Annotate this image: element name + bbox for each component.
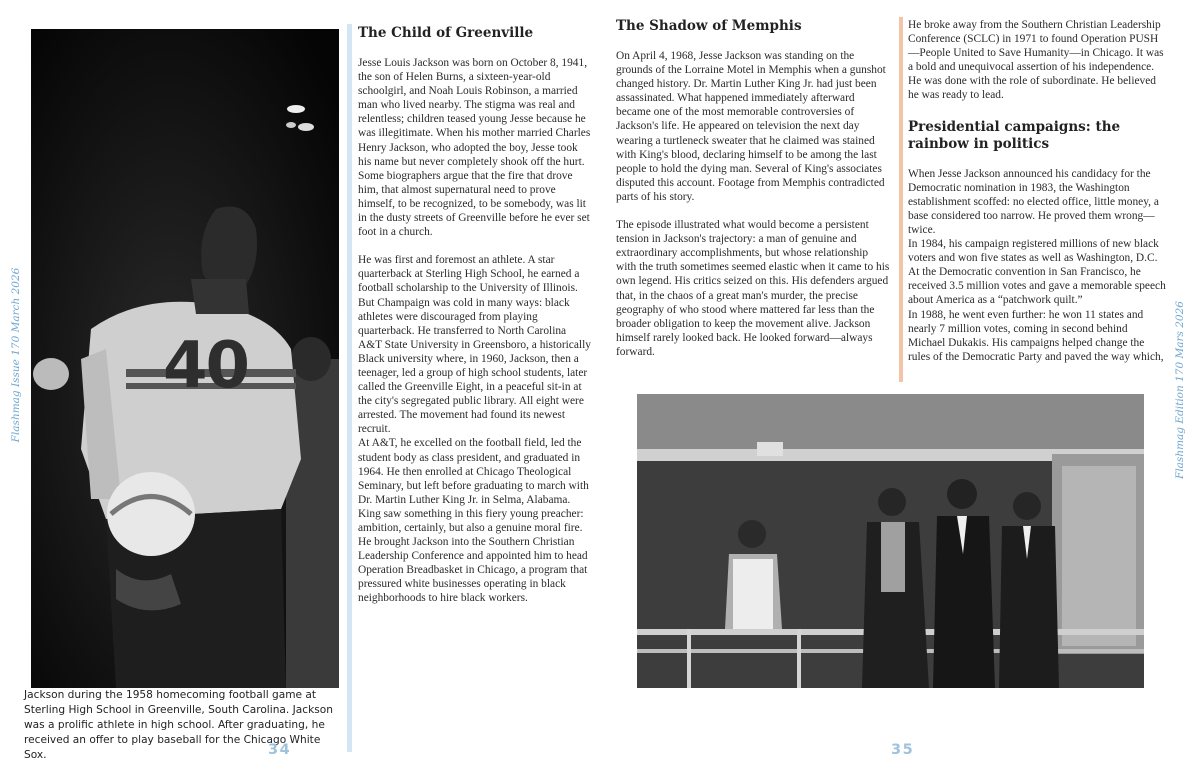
- right-column-rule: [899, 17, 903, 382]
- paragraph: When Jesse Jackson announced his candidacy for the Democratic nomination in 1983, the Washington establishment scoffed: no elected office, little money, a base considered too narrow. He proved them wrong—twice.: [908, 167, 1159, 236]
- section-title-memphis: The Shadow of Memphis: [616, 18, 802, 34]
- paragraph: The episode illustrated what would become a persistent tension in Jackson's trajectory: a man of genuine and extraordinary accomplishments, but whose relationship with the truth sometimes seemed elastic when it came to his own legend. His critics seized on this. His defenders argued that, in the chaos of a great man's murder, the precise geography of who stood where mattered far less than the broader obligation to keep the movement alive. Jackson himself rarely looked back. He looked forward—always forward.: [616, 219, 890, 358]
- balcony-photo: [637, 394, 1144, 688]
- section-title-greenville: The Child of Greenville: [358, 25, 534, 41]
- left-side-label: Flashmag Issue 170 March 2026: [10, 267, 22, 443]
- paragraph: On April 4, 1968, Jesse Jackson was standing on the grounds of the Lorraine Motel in Memphis when a gunshot changed history. Dr. Martin Luther King Jr. had just been assassinated. What happened immediately afterward became one of the most memorable controversies of Jackson's life. He appeared on television the next day wearing a turtleneck sweater that he claimed was stained with King's blood, declaring himself to be among the last people to hold the dying man. Several of King's associates disputed this account. Footage from Memphis contradicted parts of his story.: [616, 50, 886, 203]
- page-number-left: 34: [268, 742, 292, 758]
- memphis-section: [616, 18, 890, 359]
- page-number-right: 35: [891, 742, 915, 758]
- left-column-rule: [347, 24, 352, 752]
- football-player-photo: [31, 29, 339, 688]
- section-title-campaigns: Presidential campaigns: the rainbow in politics: [908, 118, 1121, 152]
- paragraph: In 1984, his campaign registered millions of new black voters and won five states as well as Washington, D.C. At the Democratic convention in San Francisco, he received 3.5 million votes and gave a memorable speech about America as a “patchwork quilt.”: [908, 238, 1166, 307]
- right-side-label: Flashmag Edition 170 Mars 2026: [1174, 301, 1186, 479]
- jersey-number: 40: [163, 329, 249, 403]
- paragraph: He was first and foremost an athlete. A star quarterback at Sterling High School, he earned a football scholarship to the University of Illinois. But Champaign was cold in many ways: black athletes were discouraged from playing quarterback. He transferred to North Carolina A&T State University in Greensboro, a historically Black university where, in 1960, Jackson, then a teenager, led a group of high school students, later called the Greenville Eight, in a peaceful sit-in at the city's segregated public library. All eight were arrested. The movement had found its newest recruit.: [358, 254, 591, 436]
- continuation-paragraph: He broke away from the Southern Christian Leadership Conference (SCLC) in 1971 to found Operation PUSH—People United to Save Humanity—in Chicago. It was a bold and unequivocal assertion of his independence. He was done with the role of subordinate. He believed he was ready to lead.: [908, 19, 1164, 102]
- paragraph: At A&T, he excelled on the football field, led the student body as class president, and graduated in 1964. He then enrolled at Chicago Theological Seminary, but left before graduating to march with Dr. Martin Luther King Jr. in Selma, Alabama. King saw something in this fiery young preacher: ambition, certainly, but also a genuine moral fire. He brought Jackson into the Southern Christian Leadership Conference and appointed him to head Operation Breadbasket in Chicago, a program that pressured white businesses operating in black neighborhoods to hire black workers.: [358, 437, 589, 605]
- paragraph: Jesse Louis Jackson was born on October 8, 1941, the son of Helen Burns, a sixteen-year-old schoolgirl, and Noah Louis Robinson, a married man who lived nearby. The stigma was real and relentless; children teased young Jesse because he was illegitimate. When his mother married Charles Henry Jackson, who adopted the boy, Jesse took his name but never completely shook off the hurt. Some biographers argue that the fire that drove him, that almost supernatural need to prove himself, to be recognized, to be somebody, was lit in the dusty streets of Greenville before he ever set foot in a church.: [358, 57, 591, 239]
- greenville-section: [358, 25, 592, 606]
- paragraph: In 1988, he went even further: he won 11 states and nearly 7 million votes, coming in second behind Michael Dukakis. His campaigns helped change the rules of the Democratic Party and paved the way which,: [908, 308, 1164, 363]
- campaigns-section: [908, 18, 1166, 364]
- photo-caption: Jackson during the 1958 homecoming football game at Sterling High School in Greenville, South Carolina. Jackson was a prolific athlete in high school. After graduating, he received an offer to play baseball for the Chicago White Sox.: [24, 689, 333, 761]
